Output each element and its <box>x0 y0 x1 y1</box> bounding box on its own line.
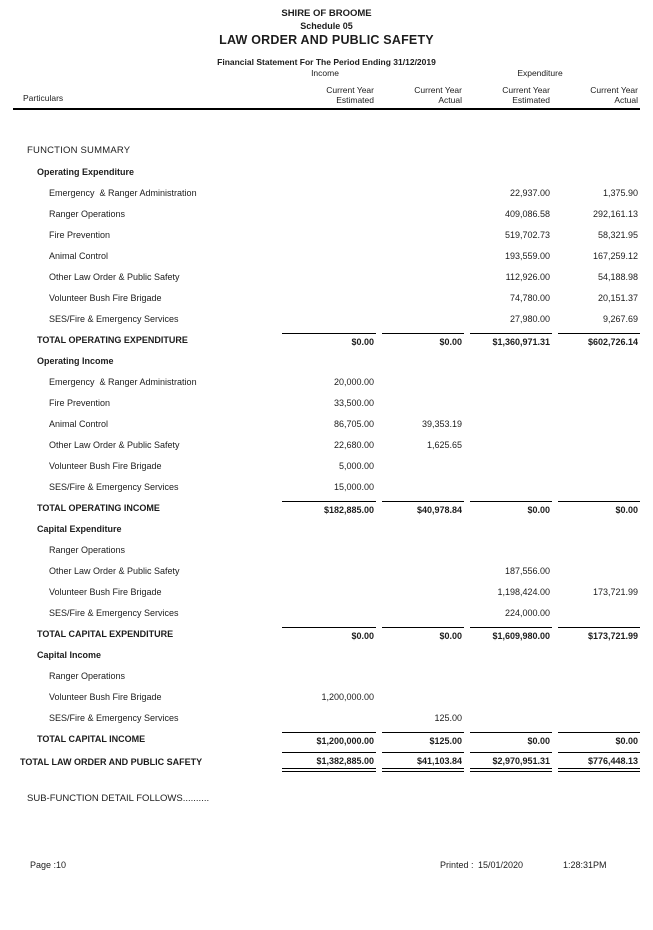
table-row <box>13 665 640 686</box>
row-label: SES/Fire & Emergency Services <box>49 481 179 492</box>
table-row <box>13 539 640 560</box>
report-page <box>0 8 653 930</box>
table-row <box>13 203 640 224</box>
cell-expenditure-estimated: 112,926.00 <box>505 271 550 282</box>
grand-total-cell-expenditure-estimated: $2,970,951.31 <box>470 752 552 772</box>
cell-expenditure-actual: 54,188.98 <box>597 271 638 282</box>
cell-expenditure-estimated: 1,198,424.00 <box>497 586 550 597</box>
column-header-line1: Current Year <box>590 85 638 95</box>
section-title: Capital Expenditure <box>37 523 122 534</box>
cell-income-actual: 39,353.19 <box>421 418 462 429</box>
column-header-income-actual <box>382 85 464 105</box>
table-row <box>13 182 640 203</box>
row-label: Volunteer Bush Fire Brigade <box>49 460 162 471</box>
total-cell-income-estimated: $0.00 <box>282 627 376 641</box>
total-cell-income-estimated: $1,200,000.00 <box>282 732 376 746</box>
table-row <box>13 476 640 497</box>
row-label: Other Law Order & Public Safety <box>49 565 180 576</box>
row-label: Emergency & Ranger Administration <box>49 187 197 198</box>
printed-time: 1:28:31PM <box>563 860 607 870</box>
function-summary-label: FUNCTION SUMMARY <box>27 145 131 156</box>
cell-expenditure-estimated: 22,937.00 <box>509 187 550 198</box>
table-row <box>13 308 640 329</box>
row-label: Other Law Order & Public Safety <box>49 439 180 450</box>
table-row <box>13 224 640 245</box>
cell-income-estimated: 15,000.00 <box>333 481 374 492</box>
printed-label: Printed : <box>440 860 474 870</box>
total-label: TOTAL CAPITAL EXPENDITURE <box>37 628 174 639</box>
column-header-expenditure-estimated <box>470 85 552 105</box>
section-header-row <box>13 161 640 182</box>
organization-name: SHIRE OF BROOME <box>281 8 372 19</box>
column-header-line1: Current Year <box>414 85 462 95</box>
table-row <box>13 266 640 287</box>
column-header-line2: Actual <box>438 95 462 105</box>
cell-expenditure-actual: 1,375.90 <box>602 187 638 198</box>
cell-income-estimated: 33,500.00 <box>333 397 374 408</box>
row-label: Volunteer Bush Fire Brigade <box>49 292 162 303</box>
cell-expenditure-estimated: 193,559.00 <box>504 250 550 261</box>
total-label: TOTAL CAPITAL INCOME <box>37 733 146 744</box>
table-row <box>13 707 640 728</box>
column-headers <box>276 85 640 105</box>
table-header <box>13 67 640 110</box>
total-cell-expenditure-estimated: $0.00 <box>470 501 552 515</box>
grand-total-label: TOTAL LAW ORDER AND PUBLIC SAFETY <box>20 757 203 767</box>
row-label: Animal Control <box>49 418 109 429</box>
total-cell-income-estimated: $0.00 <box>282 333 376 347</box>
cell-expenditure-actual: 20,151.37 <box>597 292 638 303</box>
table-row <box>13 413 640 434</box>
grand-total-cell-income-estimated: $1,382,885.00 <box>282 752 376 772</box>
row-label: Volunteer Bush Fire Brigade <box>49 586 162 597</box>
table-row <box>13 560 640 581</box>
row-label: Fire Prevention <box>49 229 111 240</box>
section-total-row <box>13 623 640 644</box>
column-header-expenditure-actual <box>558 85 640 105</box>
table-row <box>13 602 640 623</box>
cell-expenditure-estimated: 519,702.73 <box>504 229 550 240</box>
row-label: Ranger Operations <box>49 544 126 555</box>
cell-expenditure-actual: 292,161.13 <box>592 208 638 219</box>
table-row <box>13 287 640 308</box>
cell-expenditure-actual: 173,721.99 <box>592 586 638 597</box>
cell-expenditure-estimated: 409,086.58 <box>504 208 550 219</box>
row-label: Volunteer Bush Fire Brigade <box>49 691 162 702</box>
section-total-row <box>13 329 640 350</box>
report-title: LAW ORDER AND PUBLIC SAFETY <box>219 33 434 47</box>
table-row <box>13 245 640 266</box>
total-cell-income-estimated: $182,885.00 <box>282 501 376 515</box>
cell-income-estimated: 20,000.00 <box>333 376 374 387</box>
income-group-header: Income <box>311 68 339 78</box>
total-cell-expenditure-estimated: $1,609,980.00 <box>470 627 552 641</box>
section-header-row <box>13 644 640 665</box>
total-cell-income-actual: $40,978.84 <box>382 501 464 515</box>
table-row <box>13 581 640 602</box>
total-cell-income-actual: $0.00 <box>382 627 464 641</box>
total-cell-expenditure-actual: $602,726.14 <box>558 333 640 347</box>
report-subtitle: Financial Statement For The Period Ending 31/12/2019 <box>217 57 436 67</box>
row-label: Emergency & Ranger Administration <box>49 376 197 387</box>
section-title: Operating Income <box>37 355 114 366</box>
row-label: Ranger Operations <box>49 208 126 219</box>
table-row <box>13 686 640 707</box>
report-body <box>0 161 653 775</box>
cell-income-estimated: 1,200,000.00 <box>321 691 374 702</box>
cell-expenditure-estimated: 187,556.00 <box>504 565 550 576</box>
total-cell-expenditure-estimated: $1,360,971.31 <box>470 333 552 347</box>
grand-total-cell-income-actual: $41,103.84 <box>382 752 464 772</box>
column-header-line2: Actual <box>614 95 638 105</box>
row-label: Other Law Order & Public Safety <box>49 271 180 282</box>
row-label: Animal Control <box>49 250 109 261</box>
cell-income-estimated: 86,705.00 <box>333 418 374 429</box>
row-label: SES/Fire & Emergency Services <box>49 607 179 618</box>
section-total-row <box>13 728 640 749</box>
section-header-row <box>13 518 640 539</box>
sub-function-note-row <box>13 788 640 809</box>
section-total-row <box>13 497 640 518</box>
row-label: Fire Prevention <box>49 397 111 408</box>
total-label: TOTAL OPERATING INCOME <box>37 502 160 513</box>
total-label: TOTAL OPERATING EXPENDITURE <box>37 334 188 345</box>
cell-income-actual: 125.00 <box>434 712 462 723</box>
schedule-number: Schedule 05 <box>300 21 353 31</box>
expenditure-group-header: Expenditure <box>517 68 563 78</box>
grand-total-row <box>13 749 640 775</box>
cell-expenditure-actual: 9,267.69 <box>602 313 638 324</box>
grand-total-cell-expenditure-actual: $776,448.13 <box>558 752 640 772</box>
function-summary-row <box>13 140 640 161</box>
column-header-income-estimated <box>282 85 376 105</box>
cell-income-estimated: 5,000.00 <box>338 460 374 471</box>
row-label: SES/Fire & Emergency Services <box>49 313 179 324</box>
column-header-line2: Estimated <box>512 95 550 105</box>
section-title: Operating Expenditure <box>37 166 135 177</box>
page-number: Page :10 <box>30 860 67 870</box>
table-row <box>13 434 640 455</box>
cell-income-estimated: 22,680.00 <box>333 439 374 450</box>
row-label: Ranger Operations <box>49 670 126 681</box>
total-cell-expenditure-actual: $0.00 <box>558 501 640 515</box>
page-footer <box>0 860 653 874</box>
cell-expenditure-estimated: 74,780.00 <box>509 292 550 303</box>
column-header-line1: Current Year <box>326 85 374 95</box>
total-cell-income-actual: $125.00 <box>382 732 464 746</box>
column-header-line2: Estimated <box>336 95 374 105</box>
total-cell-expenditure-estimated: $0.00 <box>470 732 552 746</box>
total-cell-income-actual: $0.00 <box>382 333 464 347</box>
table-row <box>13 371 640 392</box>
cell-expenditure-actual: 58,321.95 <box>597 229 638 240</box>
cell-expenditure-actual: 167,259.12 <box>592 250 638 261</box>
cell-income-actual: 1,625.65 <box>426 439 462 450</box>
section-title: Capital Income <box>37 649 102 660</box>
column-header-line1: Current Year <box>502 85 550 95</box>
table-row <box>13 455 640 476</box>
section-header-row <box>13 350 640 371</box>
total-cell-expenditure-actual: $173,721.99 <box>558 627 640 641</box>
sub-function-note: SUB-FUNCTION DETAIL FOLLOWS.......... <box>27 793 210 804</box>
table-row <box>13 392 640 413</box>
row-label: SES/Fire & Emergency Services <box>49 712 179 723</box>
cell-expenditure-estimated: 27,980.00 <box>509 313 550 324</box>
particulars-header: Particulars <box>23 93 64 103</box>
printed-date: 15/01/2020 <box>478 860 524 870</box>
total-cell-expenditure-actual: $0.00 <box>558 732 640 746</box>
cell-expenditure-estimated: 224,000.00 <box>504 607 550 618</box>
